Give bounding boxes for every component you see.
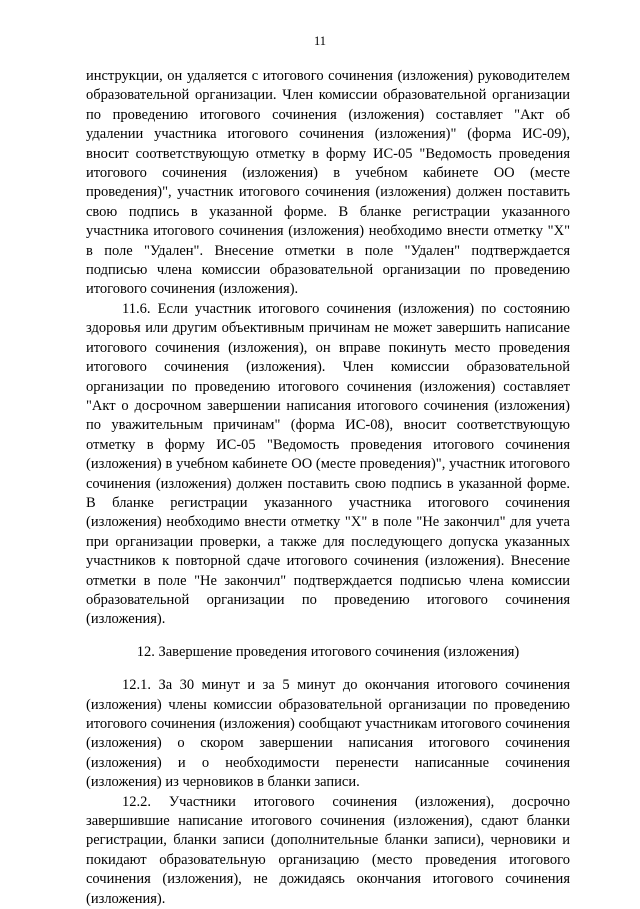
section-heading-12: 12. Завершение проведения итогового сочинения (изложения) — [136, 643, 520, 660]
page-content — [86, 67, 570, 909]
page-number: 11 — [313, 34, 327, 48]
paragraph-11-6: 11.6. Если участник итогового сочинения (изложения) по состоянию здоровья или другим объективным причинам не может завершить написание итогового сочинения (изложения), он вправе покинуть место проведения итогового сочинения (изложения). Член комиссии образовательной организации по проведению итогового сочинения (изложения) составляет "Акт о досрочном завершении написания итогового сочинения (изложения) по уважительным причинам" (форма ИС-08), вносит соответствующую отметку в форму ИС-05 "Ведомость проведения итогового сочинения (изложения) в учебном кабинете ОО (месте проведения)", участник итогового сочинения (изложения) должен поставить свою подпись в указанной форме. В бланке регистрации указанного участника итогового сочинения (изложения) необходимо внести отметку "X" в поле "Не закончил" для учета при организации проверки, а также для последующего допуска указанных участников к повторной сдаче итогового сочинения (изложения). Внесение отметки в поле "Не закончил" подтверждается подписью члена комиссии образовательной организации по проведению итогового сочинения (изложения). — [86, 300, 570, 628]
paragraph-12-1: 12.1. За 30 минут и за 5 минут до окончания итогового сочинения (изложения) члены комиссии образовательной организации по проведению итогового сочинения (изложения) сообщают участникам итогового сочинения (изложения) о скором завершении написания итогового сочинения (изложения) и о необходимости перенести написанные сочинения (изложения) из черновиков в бланки записи. — [86, 677, 570, 791]
paragraph-removal-continuation: инструкции, он удаляется с итогового сочинения (изложения) руководителем образовательной организации. Член комиссии образовательной организации по проведению итогового сочинения (изложения) составляет "Акт об удалении участника итогового сочинения (изложения)" (форма ИС-09), вносит соответствующую отметку в форму ИС-05 "Ведомость проведения итогового сочинения (изложения) в учебном кабинете ОО (месте проведения)", участник итогового сочинения (изложения) должен поставить свою подпись в указанной форме. В бланке регистрации указанного участника итогового сочинения (изложения) необходимо внести отметку "X" в поле "Удален". Внесение отметки в поле "Удален" подтверждается подписью члена комиссии образовательной организации по проведению итогового сочинения (изложения). — [86, 68, 570, 298]
paragraph-12-2: 12.2. Участники итогового сочинения (изложения), досрочно завершившие написание итогового сочинения (изложения), сдают бланки регистрации, бланки записи (дополнительные бланки записи), черновики и покидают образовательную организацию (место проведения итогового сочинения (изложения), не дожидаясь окончания итогового сочинения (изложения). — [86, 793, 570, 907]
